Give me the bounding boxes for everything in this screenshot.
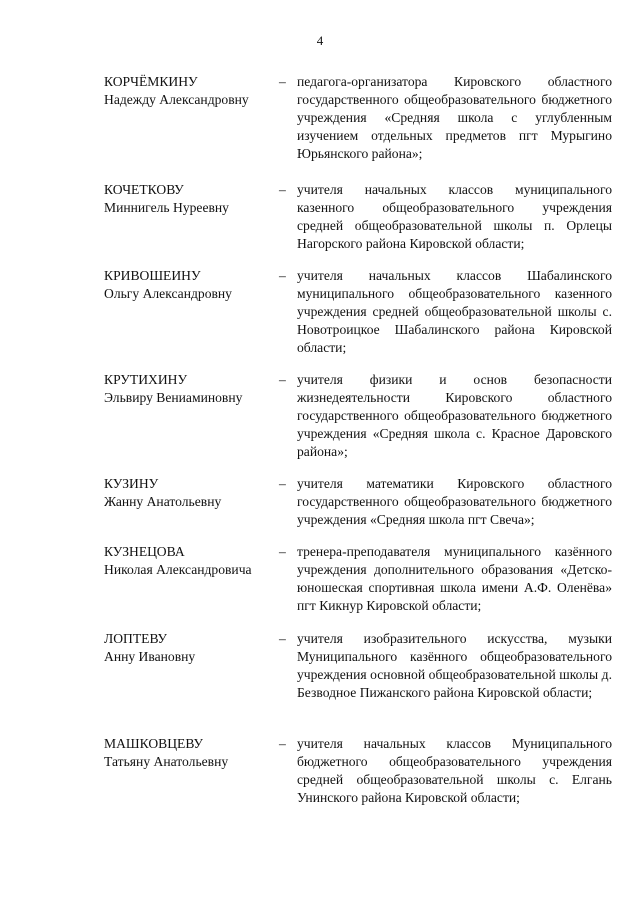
person-surname: КРИВОШЕИНУ	[104, 268, 201, 283]
person-name	[104, 73, 284, 109]
person-given-name: Татьяну Анатольевну	[104, 754, 229, 769]
page-number: 4	[316, 33, 324, 48]
person-description: учителя математики Кировского областного государственного общеобразовательного бюджетного учреждения «Средняя школа пгт Свеча»;	[297, 476, 612, 527]
person-given-name: Жанну Анатольевну	[104, 494, 222, 509]
dash-separator: –	[279, 631, 286, 646]
person-given-name: Ольгу Александровну	[104, 286, 232, 301]
person-description: учителя начальных классов Муниципального бюджетного общеобразовательного учреждения средней общеобразовательной школы с. Елгань Унинского района Кировской области;	[297, 736, 612, 805]
person-given-name: Надежду Александровну	[104, 92, 249, 107]
dash-separator: –	[279, 182, 286, 197]
person-description: педагога-организатора Кировского областного государственного общеобразовательного бюджетного учреждения «Средняя школа с углубленным изучением отдельных предметов пгт Мурыгино Юрьянского района»;	[297, 74, 612, 161]
person-surname: КОРЧЁМКИНУ	[104, 74, 198, 89]
person-given-name: Анну Ивановну	[104, 649, 196, 664]
person-name	[104, 475, 284, 511]
person-surname: КУЗИНУ	[104, 476, 159, 491]
person-description: учителя начальных классов муниципального казенного общеобразовательного учреждения средней общеобразовательной школы п. Орлецы Нагорского района Кировской области;	[297, 182, 612, 251]
person-surname: МАШКОВЦЕВУ	[104, 736, 203, 751]
person-description: учителя начальных классов Шабалинского муниципального общеобразовательного казенного учреждения средней общеобразовательной школы с. Новотроицкое Шабалинского района Кировской области;	[297, 268, 612, 355]
person-description: учителя изобразительного искусства, музыки Муниципального казённого общеобразовательного учреждения основной общеобразовательной школы д. Безводное Пижанского района Кировской области;	[297, 631, 612, 700]
dash-separator: –	[279, 476, 286, 491]
person-name	[104, 543, 284, 579]
dash-separator: –	[279, 74, 286, 89]
person-name	[104, 371, 284, 407]
person-name	[104, 735, 284, 771]
person-surname: КУЗНЕЦОВА	[104, 544, 185, 559]
dash-separator: –	[279, 736, 286, 751]
person-given-name: Николая Александровича	[104, 562, 252, 577]
person-name	[104, 181, 284, 217]
person-surname: ЛОПТЕВУ	[104, 631, 168, 646]
person-description: учителя физики и основ безопасности жизнедеятельности Кировского областного государственного общеобразовательного бюджетного учреждения «Средняя школа с. Красное Даровского района»;	[297, 372, 612, 459]
person-description: тренера-преподавателя муниципального казённого учреждения дополнительного образования «Детско-юношеская спортивная школа имени А.Ф. Оленёва» пгт Кикнур Кировской области;	[297, 544, 612, 613]
person-given-name: Миннигель Нуреевну	[104, 200, 229, 215]
person-given-name: Эльвиру Вениаминовну	[104, 390, 243, 405]
dash-separator: –	[279, 544, 286, 559]
person-surname: КОЧЕТКОВУ	[104, 182, 184, 197]
person-surname: КРУТИХИНУ	[104, 372, 188, 387]
dash-separator: –	[279, 268, 286, 283]
person-name	[104, 630, 284, 666]
dash-separator: –	[279, 372, 286, 387]
person-name	[104, 267, 284, 303]
